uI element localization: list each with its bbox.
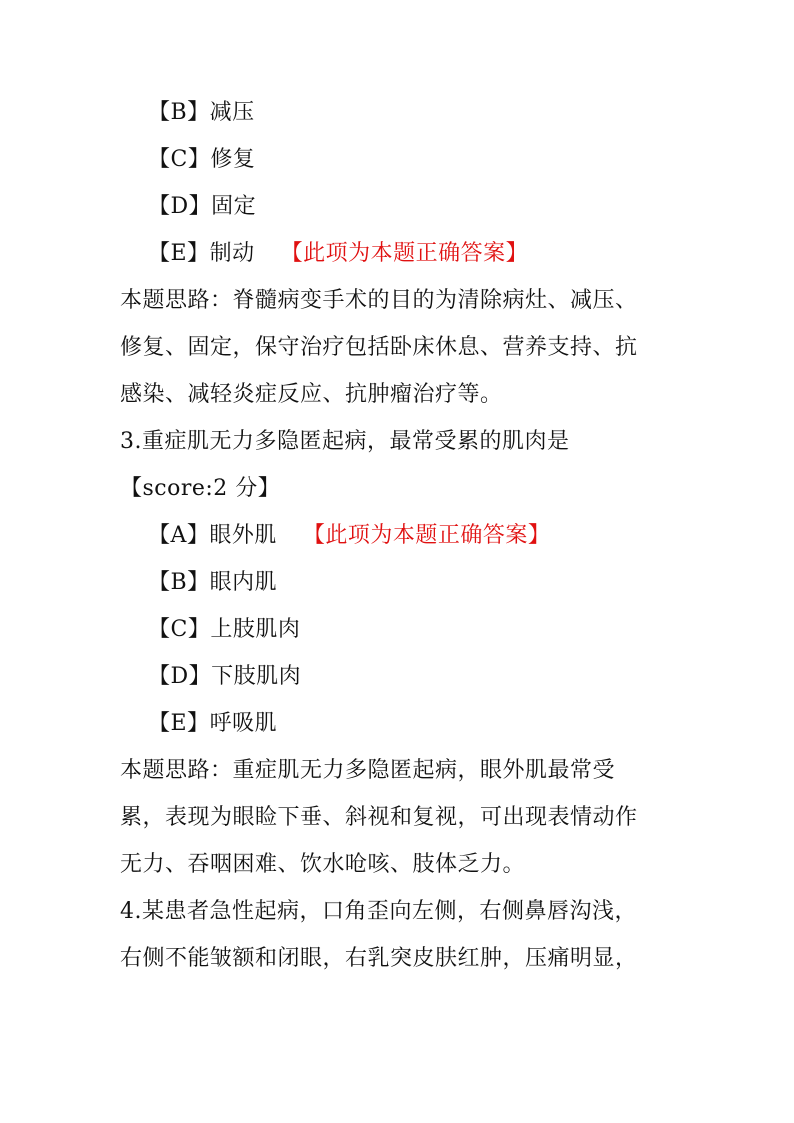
question-text: 右侧不能皱额和闭眼，右乳突皮肤红肿，压痛明显，	[120, 946, 638, 971]
question-text: 4.某患者急性起病，口角歪向左侧，右侧鼻唇沟浅，	[120, 899, 637, 924]
analysis-line: 累，表现为眼睑下垂、斜视和复视，可出现表情动作	[120, 805, 638, 830]
option-letter: 【D】	[148, 664, 212, 689]
correct-answer-mark: 【此项为本题正确答案】	[302, 523, 551, 548]
option-text: 修复	[210, 147, 256, 172]
option-text: 呼吸肌	[209, 711, 278, 736]
option-b	[148, 569, 277, 597]
option-text: 上肢肌肉	[210, 617, 301, 642]
option-a	[148, 522, 550, 550]
analysis-line: 修复、固定，保守治疗包括卧床休息、营养支持、抗	[120, 335, 638, 360]
option-letter: 【D】	[148, 194, 212, 219]
correct-answer-mark: 【此项为本题正确答案】	[280, 241, 529, 266]
analysis-line: 无力、吞咽困难、饮水呛咳、肢体乏力。	[120, 852, 526, 877]
option-text: 下肢肌肉	[211, 664, 302, 689]
option-d	[148, 663, 301, 691]
option-letter: 【C】	[148, 617, 211, 642]
option-text: 制动	[209, 241, 255, 266]
analysis-line: 感染、减轻炎症反应、抗肿瘤治疗等。	[120, 382, 503, 407]
analysis-line: 本题思路：脊髓病变手术的目的为清除病灶、减压、	[120, 288, 638, 313]
option-text: 眼外肌	[209, 523, 277, 548]
option-c	[148, 146, 255, 174]
option-text: 固定	[211, 194, 257, 219]
question-score: 【score:2 分】	[120, 476, 281, 501]
option-letter: 【E】	[148, 711, 210, 736]
option-d	[148, 193, 256, 221]
option-letter: 【C】	[148, 147, 211, 172]
question-text: 3.重症肌无力多隐匿起病，最常受累的肌肉是	[120, 429, 570, 454]
option-c	[148, 616, 300, 644]
option-text: 眼内肌	[209, 570, 278, 595]
option-letter: 【E】	[148, 241, 210, 266]
option-letter: 【A】	[148, 523, 210, 548]
option-letter: 【B】	[148, 100, 210, 125]
option-letter: 【B】	[148, 570, 210, 595]
option-text: 减压	[209, 100, 255, 125]
option-e	[148, 710, 277, 738]
option-e	[148, 240, 528, 268]
option-b	[148, 99, 255, 127]
analysis-line: 本题思路：重症肌无力多隐匿起病，眼外肌最常受	[120, 758, 616, 783]
